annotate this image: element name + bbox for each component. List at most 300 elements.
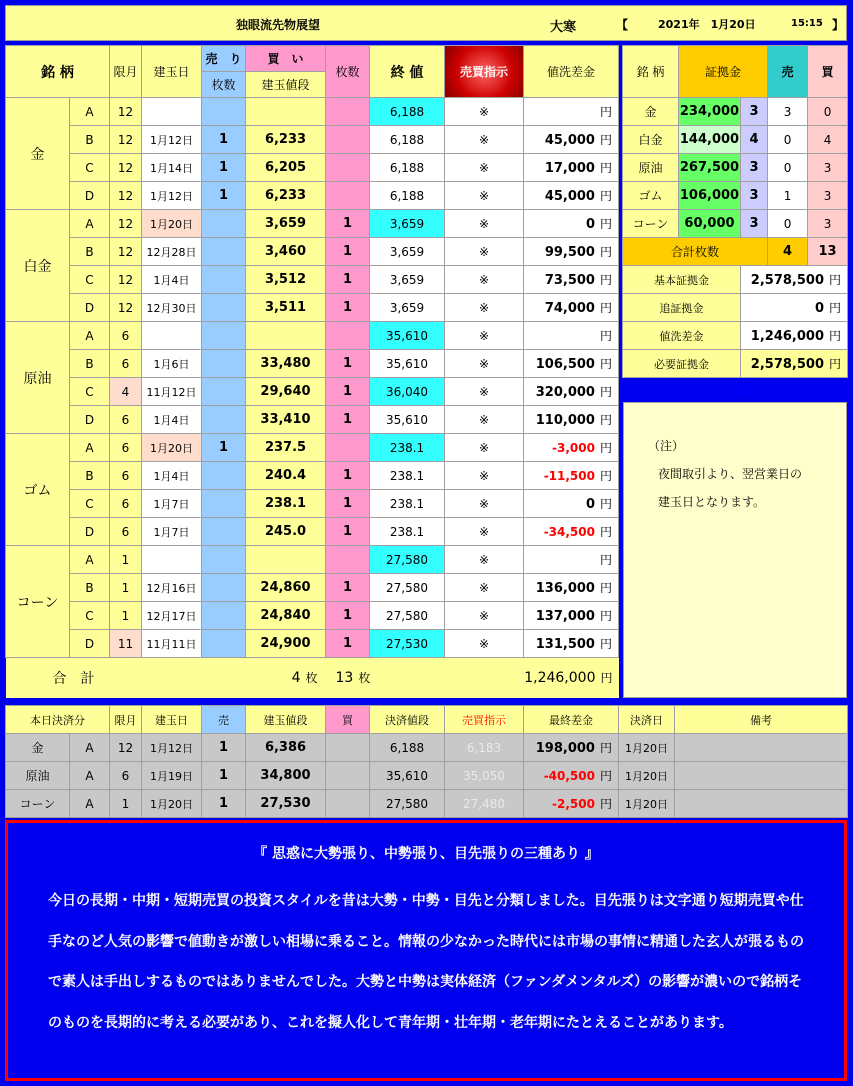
sell-qty [202,462,246,490]
entry-price: 238.1 [246,490,326,518]
settle-final-cell [524,762,619,790]
margin-brand: 原油 [623,154,679,182]
summary-value: 2,578,500 [750,357,824,372]
close-price: 6,188 [370,126,445,154]
entry-date: 11月12日 [142,378,202,406]
settle-header-final: 最終差金 [524,706,619,734]
order-mark[interactable]: ※ [445,182,524,210]
sell-qty [202,350,246,378]
order-mark[interactable]: ※ [445,378,524,406]
contract-code: C [70,490,110,518]
contract-code: C [70,378,110,406]
entry-date: 1月14日 [142,154,202,182]
entry-price: 33,480 [246,350,326,378]
order-mark[interactable]: ※ [445,574,524,602]
contract-code: C [70,266,110,294]
settle-settle-price: 6,188 [370,734,445,762]
sell-qty [202,546,246,574]
margin-header-brand: 銘 柄 [623,46,679,98]
mark-to-market-cell [524,490,619,518]
entry-date: 1月7日 [142,490,202,518]
contract-month: 6 [110,406,142,434]
yen-unit: 円 [599,609,612,623]
entry-price [246,322,326,350]
mark-to-market-cell [524,238,619,266]
margin-summary-row [623,322,848,350]
contract-month: 1 [110,602,142,630]
summary-label: 基本証拠金 [623,266,741,294]
position-row [6,462,619,490]
total-label: 合 計 [6,658,142,698]
entry-date: 1月4日 [142,462,202,490]
margin-header-sell: 売 [768,46,808,98]
diff-value: 45,000 [544,133,595,148]
yen-unit: 円 [599,189,612,203]
margin-sell: 3 [768,98,808,126]
settle-order: 27,480 [445,790,524,818]
entry-date: 1月12日 [142,182,202,210]
contract-code: B [70,462,110,490]
contract-month: 12 [110,126,142,154]
position-row [6,630,619,658]
order-mark[interactable]: ※ [445,350,524,378]
sell-qty: 1 [202,126,246,154]
margin-multiplier: 3 [741,182,768,210]
entry-price: 24,900 [246,630,326,658]
sell-qty [202,294,246,322]
close-price: 3,659 [370,238,445,266]
settle-settle-date: 1月20日 [619,790,675,818]
position-row [6,546,619,574]
buy-qty: 1 [326,490,370,518]
settle-final: -2,500 [552,797,595,811]
position-row [6,154,619,182]
buy-qty [326,434,370,462]
entry-date: 12月28日 [142,238,202,266]
settle-unit: 円 [599,797,612,811]
settle-header-sell: 売 [202,706,246,734]
position-row [6,350,619,378]
settle-brand: 金 [6,734,70,762]
entry-price: 3,460 [246,238,326,266]
entry-date [142,98,202,126]
order-mark[interactable]: ※ [445,546,524,574]
entry-date [142,322,202,350]
margin-sell: 1 [768,182,808,210]
summary-value-cell [741,350,848,378]
contract-month: 12 [110,98,142,126]
positions-body [6,46,619,698]
settle-date: 1月20日 [142,790,202,818]
close-price: 238.1 [370,518,445,546]
entry-price: 245.0 [246,518,326,546]
margin-row [623,182,848,210]
mark-to-market-cell [524,210,619,238]
margin-header-margin: 証拠金 [679,46,768,98]
app-title: 独眼流先物展望 [236,18,321,32]
contract-month: 12 [110,266,142,294]
margin-amount: 234,000 [679,98,741,126]
position-row [6,98,619,126]
diff-value: 0 [585,217,595,232]
contract-month: 6 [110,322,142,350]
mark-to-market-cell [524,182,619,210]
margin-total-label: 合計枚数 [623,238,768,266]
memo-link[interactable]: MEMO [717,384,753,397]
yen-unit: 円 [599,553,612,567]
settle-code: A [70,790,110,818]
mark-to-market-cell [524,518,619,546]
entry-date: 12月16日 [142,574,202,602]
settle-settle-price: 27,580 [370,790,445,818]
diff-value: 110,000 [535,413,595,428]
sell-qty [202,602,246,630]
margin-total-sell: 4 [768,238,808,266]
header-buy-qty: 枚数 [326,46,370,98]
contract-code: B [70,126,110,154]
message-body: 今日の長期・中期・短期売買の投資スタイルを昔は大勢・中勢・目先と分類しました。目先張りは文字通り短期売買や仕手なのど人気の影響で値動きが激しい相場に乗ること。情報の少なかった時代には市場の事情に精通した玄人が張るもので素人は手出しするものではありませんでした。大勢と中勢は実体経済（ファンダメンタルズ）の影響が濃いので銘柄そのものを長期的に考える必要があり、これを擬人化して青年期・壮年期・老年期にたとえることがあります。 [48,893,804,1031]
total-buy-qty: 13 [335,670,354,687]
settle-date: 1月12日 [142,734,202,762]
position-row [6,322,619,350]
position-row [6,378,619,406]
order-mark[interactable]: ※ [445,210,524,238]
sell-qty [202,238,246,266]
margin-multiplier: 3 [741,98,768,126]
sell-qty [202,574,246,602]
bracket-open: 【 [616,18,629,32]
brand-name: ゴム [6,434,70,546]
settle-header-price: 建玉値段 [246,706,326,734]
summary-value-cell [741,322,848,350]
settlement-row [6,762,848,790]
margin-summary-row [623,266,848,294]
total-buy-cell [326,658,445,698]
buy-qty: 1 [326,518,370,546]
order-mark[interactable]: ※ [445,462,524,490]
position-row [6,434,619,462]
margin-sell: 0 [768,210,808,238]
total-row [6,658,619,698]
close-price: 35,610 [370,350,445,378]
entry-date: 1月7日 [142,518,202,546]
yen-unit: 円 [599,469,612,483]
diff-value: -34,500 [543,525,595,539]
yen-unit: 円 [599,301,612,315]
margin-buy: 4 [808,126,848,154]
settle-order: 6,183 [445,734,524,762]
contract-code: C [70,154,110,182]
margin-body [623,46,848,378]
contract-code: B [70,350,110,378]
memo-area[interactable] [623,402,847,698]
header-diff: 値洗差金 [524,46,619,98]
settle-final-cell [524,734,619,762]
position-row [6,602,619,630]
sell-qty: 1 [202,182,246,210]
settle-buy [326,790,370,818]
sell-qty [202,210,246,238]
buy-qty: 1 [326,378,370,406]
order-mark[interactable]: ※ [445,490,524,518]
sell-qty [202,266,246,294]
close-price: 27,580 [370,574,445,602]
margin-brand: 白金 [623,126,679,154]
contract-month: 6 [110,350,142,378]
close-price: 35,610 [370,322,445,350]
contract-code: D [70,294,110,322]
diff-value: 137,000 [535,609,595,624]
summary-value-cell [741,266,848,294]
diff-value: 73,500 [544,273,595,288]
entry-date: 1月4日 [142,406,202,434]
settle-remarks [675,790,848,818]
settle-final: -40,500 [543,769,595,783]
order-mark[interactable]: ※ [445,126,524,154]
contract-code: B [70,238,110,266]
brand-name: 原油 [6,322,70,434]
buy-qty [326,154,370,182]
margin-buy: 3 [808,182,848,210]
settle-header-date: 建玉日 [142,706,202,734]
settle-final: 198,000 [535,741,595,756]
order-mark[interactable]: ※ [445,630,524,658]
yen-unit: 円 [599,525,612,539]
entry-date [142,546,202,574]
close-price: 6,188 [370,154,445,182]
contract-code: A [70,210,110,238]
total-sell-cell [142,658,326,698]
margin-buy: 3 [808,210,848,238]
settle-remarks [675,762,848,790]
position-row [6,126,619,154]
buy-qty: 1 [326,210,370,238]
diff-value: 45,000 [544,189,595,204]
yen-unit: 円 [599,133,612,147]
close-price: 3,659 [370,294,445,322]
date-label: 2021年 1月20日 [658,18,756,31]
buy-qty [326,546,370,574]
summary-label: 値洗差金 [623,322,741,350]
contract-code: A [70,322,110,350]
margin-sell: 0 [768,154,808,182]
bracket-close: 】 [832,18,845,32]
entry-price: 29,640 [246,378,326,406]
summary-value: 0 [814,301,824,316]
buy-qty: 1 [326,406,370,434]
entry-price: 6,233 [246,126,326,154]
settle-buy [326,734,370,762]
yen-unit: 円 [599,581,612,595]
sell-qty [202,630,246,658]
buy-qty [326,126,370,154]
settle-order: 35,050 [445,762,524,790]
entry-price: 33,410 [246,406,326,434]
contract-month: 12 [110,182,142,210]
contract-month: 12 [110,154,142,182]
close-price: 238.1 [370,434,445,462]
margin-buy: 0 [808,98,848,126]
summary-label: 追証拠金 [623,294,741,322]
settle-settle-date: 1月20日 [619,734,675,762]
mark-to-market-cell [524,126,619,154]
order-mark[interactable]: ※ [445,266,524,294]
yen-unit: 円 [599,413,612,427]
close-price: 27,580 [370,546,445,574]
order-mark[interactable]: ※ [445,602,524,630]
positions-table [5,45,619,698]
order-mark[interactable]: ※ [445,322,524,350]
buy-qty: 1 [326,294,370,322]
buy-qty: 1 [326,630,370,658]
margin-sell: 0 [768,126,808,154]
margin-amount: 144,000 [679,126,741,154]
total-diff-unit: 円 [600,671,613,686]
close-price: 27,530 [370,630,445,658]
total-buy-unit: 枚 [358,671,371,686]
margin-row [623,154,848,182]
contract-month: 12 [110,210,142,238]
entry-date: 1月4日 [142,266,202,294]
entry-price: 6,233 [246,182,326,210]
sell-qty [202,322,246,350]
diff-value: 0 [585,497,595,512]
entry-price: 240.4 [246,462,326,490]
close-price: 27,580 [370,602,445,630]
entry-price: 237.5 [246,434,326,462]
entry-price: 24,860 [246,574,326,602]
close-price: 35,610 [370,406,445,434]
margin-row [623,210,848,238]
settlement-table [5,705,848,818]
margin-row [623,126,848,154]
mark-to-market-cell [524,602,619,630]
yen-unit: 円 [599,105,612,119]
brand-name: 金 [6,98,70,210]
mark-to-market-cell [524,154,619,182]
header-price: 建玉値段 [246,72,326,98]
contract-month: 11 [110,630,142,658]
time-label: 15:15 [791,18,823,29]
entry-date: 1月12日 [142,126,202,154]
settlement-body [6,706,848,818]
margin-buy: 3 [808,154,848,182]
brand-name: コーン [6,546,70,658]
title-bar [5,5,847,41]
summary-value-cell [741,294,848,322]
sell-qty [202,518,246,546]
contract-month: 6 [110,490,142,518]
contract-month: 1 [110,546,142,574]
yen-unit: 円 [599,329,612,343]
position-row [6,294,619,322]
entry-date: 11月11日 [142,630,202,658]
order-mark[interactable]: ※ [445,238,524,266]
entry-date: 1月6日 [142,350,202,378]
entry-date: 12月17日 [142,602,202,630]
sell-qty [202,406,246,434]
settle-header-month: 限月 [110,706,142,734]
diff-value: 136,000 [535,581,595,596]
margin-brand: コーン [623,210,679,238]
memo-line-1: 夜間取引より、翌営業日の [658,467,803,481]
entry-price: 6,205 [246,154,326,182]
summary-unit: 円 [829,273,842,287]
close-price: 238.1 [370,462,445,490]
mark-to-market-cell [524,350,619,378]
summary-unit: 円 [829,357,842,371]
settle-header-title: 本日決済分 [6,706,110,734]
total-sell-qty: 4 [291,670,301,687]
brand-name: 白金 [6,210,70,322]
diff-value: -11,500 [543,469,595,483]
position-row [6,182,619,210]
message-box [5,820,847,1081]
mark-to-market-cell [524,462,619,490]
contract-month: 1 [110,574,142,602]
diff-value: 320,000 [535,385,595,400]
settle-month: 12 [110,734,142,762]
yen-unit: 円 [599,273,612,287]
settle-price: 6,386 [246,734,326,762]
contract-month: 6 [110,462,142,490]
buy-qty: 1 [326,574,370,602]
settle-code: A [70,762,110,790]
total-sell-unit: 枚 [305,671,318,686]
contract-code: A [70,98,110,126]
sell-qty [202,98,246,126]
total-diff: 1,246,000 [524,670,596,687]
close-price: 3,659 [370,266,445,294]
margin-amount: 267,500 [679,154,741,182]
entry-price: 3,511 [246,294,326,322]
close-price: 36,040 [370,378,445,406]
settle-sell: 1 [202,734,246,762]
order-mark[interactable]: ※ [445,98,524,126]
memo-note-label: （注） [648,439,685,453]
margin-brand: 金 [623,98,679,126]
order-mark[interactable]: ※ [445,434,524,462]
settle-header-remarks: 備考 [675,706,848,734]
summary-unit: 円 [829,301,842,315]
margin-header-buy: 買 [808,46,848,98]
order-mark[interactable]: ※ [445,518,524,546]
diff-value: 106,500 [535,357,595,372]
order-instruction-button[interactable]: 売買指示 [445,46,524,98]
buy-qty [326,182,370,210]
contract-code: A [70,434,110,462]
mark-to-market-cell [524,406,619,434]
entry-price [246,98,326,126]
contract-code: D [70,182,110,210]
order-mark[interactable]: ※ [445,294,524,322]
margin-multiplier: 3 [741,210,768,238]
yen-unit: 円 [599,217,612,231]
margin-summary-row [623,294,848,322]
buy-qty: 1 [326,602,370,630]
header-month: 限月 [110,46,142,98]
order-mark[interactable]: ※ [445,406,524,434]
close-price: 3,659 [370,210,445,238]
order-mark[interactable]: ※ [445,154,524,182]
contract-code: A [70,546,110,574]
mark-to-market-cell [524,322,619,350]
buy-qty: 1 [326,462,370,490]
season-label: 大寒 [550,20,577,35]
margin-amount: 106,000 [679,182,741,210]
settlement-row [6,734,848,762]
diff-value: 131,500 [535,637,595,652]
